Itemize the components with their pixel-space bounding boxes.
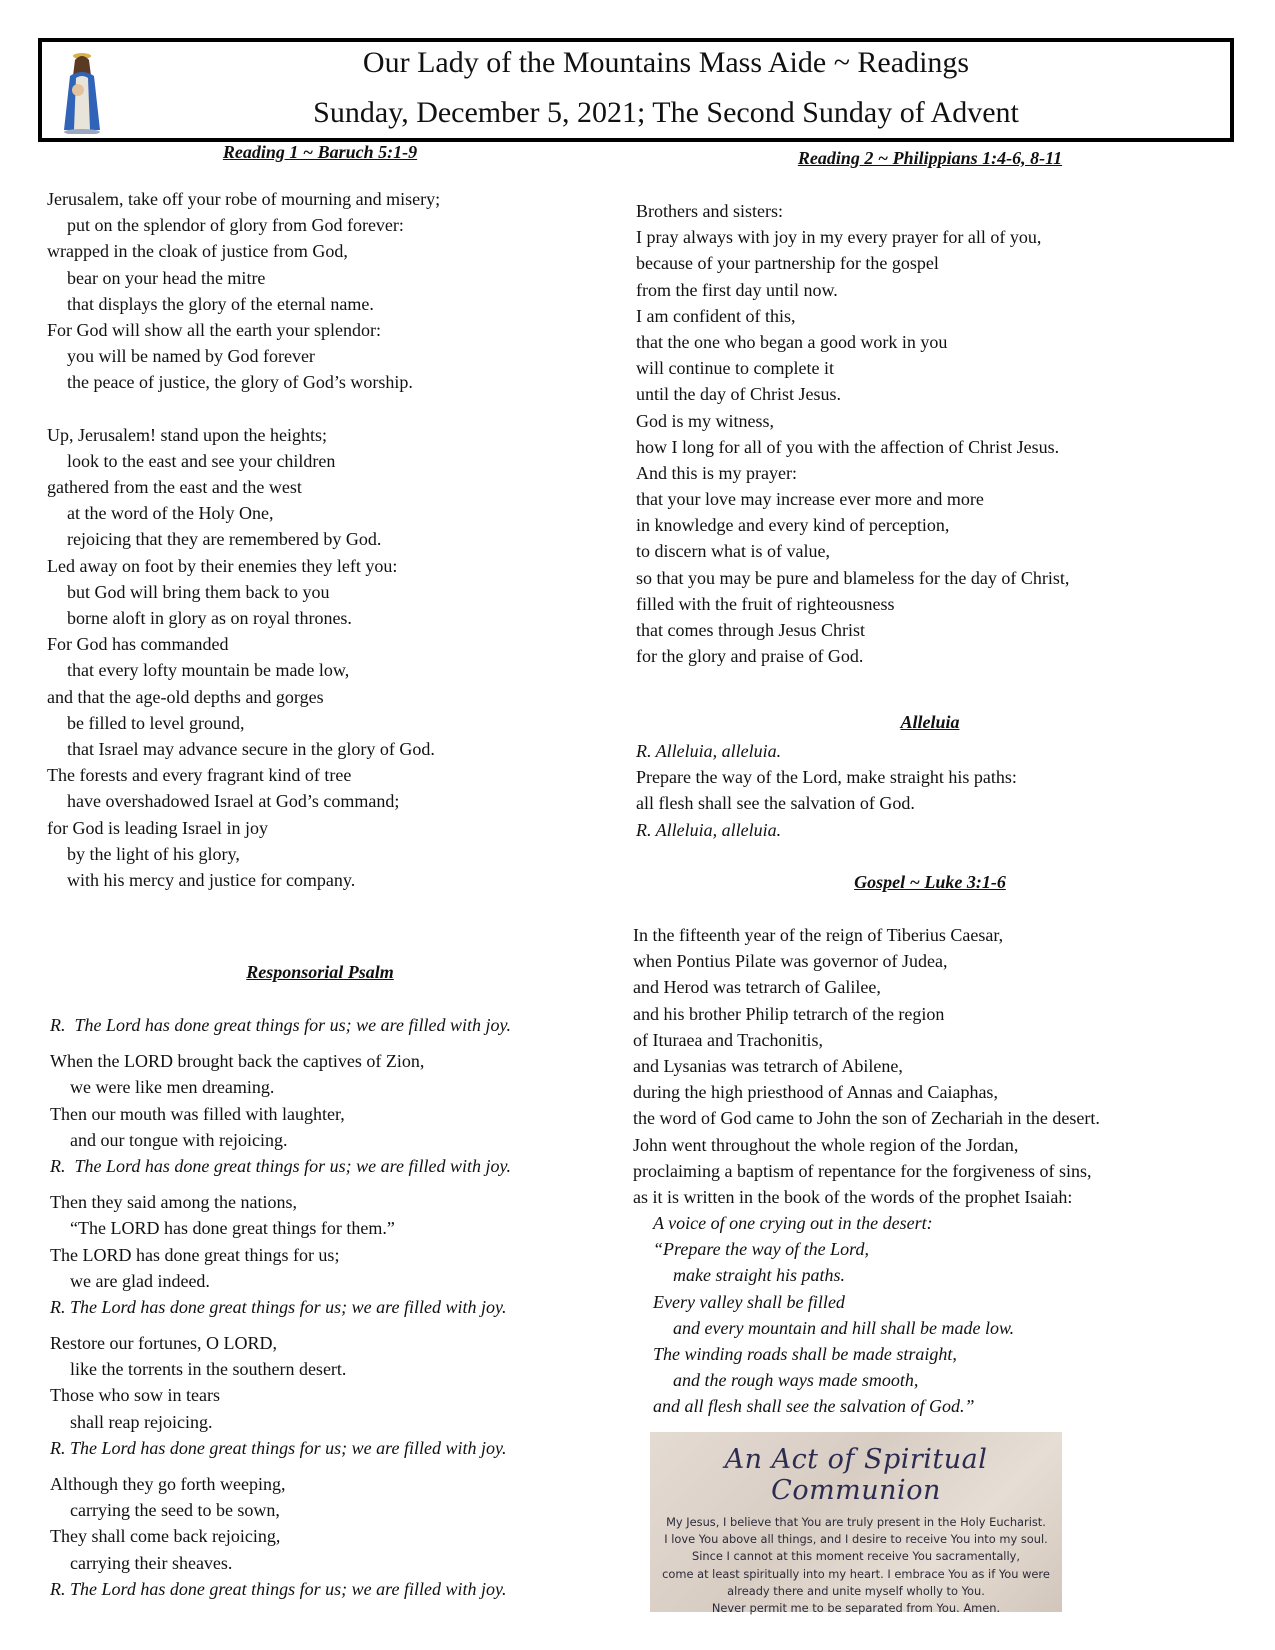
card-line: Never permit me to be separated from You. Amen.	[711, 1601, 1001, 1616]
alleluia-response: R. Alleluia, alleluia.	[636, 819, 782, 840]
psalm-response: R. The Lord has done great things for us; we are filled with joy.	[50, 1437, 507, 1458]
psalm-response: R. The Lord has done great things for us; we are filled with joy.	[50, 1578, 507, 1599]
psalm-title: Responsorial Psalm	[246, 962, 394, 982]
psalm-response: R. The Lord has done great things for us; we are filled with joy.	[50, 1296, 507, 1317]
gospel-line: In the fifteenth year of the reign of Tiberius Caesar,	[633, 925, 1004, 945]
psalm-line: carrying their sheaves.	[70, 1552, 233, 1573]
verse-line: with his mercy and justice for company.	[67, 869, 356, 890]
verse-line: Brothers and sisters:	[636, 201, 783, 221]
card-line: come at least spiritually into my heart. I embrace You as if You were	[662, 1566, 1050, 1581]
gospel-line: and Lysanias was tetrarch of Abilene,	[633, 1055, 903, 1076]
verse-line: For God has commanded	[47, 634, 229, 655]
verse-line: how I long for all of you with the affection of Christ Jesus.	[636, 436, 1060, 457]
verse-line: Jerusalem, take off your robe of mourning and misery;	[47, 189, 441, 209]
card-text	[650, 1514, 1062, 1617]
gospel-quote-line: and every mountain and hill shall be made low.	[673, 1317, 1015, 1338]
psalm-line: “The LORD has done great things for them.”	[70, 1218, 395, 1239]
gospel-title: Gospel ~ Luke 3:1-6	[854, 872, 1006, 892]
psalm-line: we were like men dreaming.	[70, 1077, 275, 1098]
psalm-response: R. The Lord has done great things for us; we are filled with joy.	[50, 1155, 511, 1176]
verse-line: have overshadowed Israel at God’s command;	[67, 791, 400, 812]
psalm-line: The LORD has done great things for us;	[50, 1244, 340, 1265]
header-box	[38, 38, 1234, 142]
verse-line: look to the east and see your children	[67, 450, 336, 471]
gospel-line: of Ituraea and Trachonitis,	[633, 1029, 823, 1050]
verse-line: that every lofty mountain be made low,	[67, 660, 350, 681]
verse-line: Led away on foot by their enemies they left you:	[47, 555, 398, 576]
verse-line: but God will bring them back to you	[67, 581, 330, 602]
verse-line: that displays the glory of the eternal name.	[67, 293, 374, 314]
verse-line: at the word of the Holy One,	[67, 503, 274, 524]
psalm-line: shall reap rejoicing.	[70, 1411, 213, 1432]
verse-line: And this is my prayer:	[636, 462, 797, 483]
gospel-quote-line: The winding roads shall be made straight,	[653, 1344, 957, 1364]
card-line: already there and unite myself wholly to You.	[727, 1583, 985, 1598]
gospel-line: the word of God came to John the son of Zechariah in the desert.	[633, 1108, 1100, 1129]
verse-line: that the one who began a good work in you	[636, 331, 948, 352]
gospel-line: and his brother Philip tetrarch of the region	[633, 1003, 945, 1024]
gospel-line: during the high priesthood of Annas and Caiaphas,	[633, 1082, 998, 1103]
gospel-quote-line: and the rough ways made smooth,	[673, 1370, 919, 1391]
verse-line: The forests and every fragrant kind of tree	[47, 765, 352, 786]
reading2-text	[636, 198, 1069, 669]
verse-line: gathered from the east and the west	[47, 477, 302, 498]
gospel-quote-line: “Prepare the way of the Lord,	[653, 1239, 869, 1260]
gospel-text	[633, 922, 1100, 1420]
gospel-line: and Herod was tetrarch of Galilee,	[633, 977, 881, 998]
verse-line: that your love may increase ever more and more	[636, 489, 984, 510]
gospel-line: John went throughout the whole region of the Jordan,	[633, 1134, 1019, 1155]
verse-line: from the first day until now.	[636, 279, 838, 300]
alleluia-title: Alleluia	[900, 712, 960, 732]
gospel-quote-line: make straight his paths.	[673, 1265, 846, 1286]
gospel-quote-line: A voice of one crying out in the desert:	[653, 1213, 933, 1234]
card-line: I love You above all things, and I desire to receive You into my soul.	[664, 1532, 1048, 1547]
verse-line: God is my witness,	[636, 410, 775, 431]
verse-line: until the day of Christ Jesus.	[636, 384, 841, 405]
reading2-title: Reading 2 ~ Philippians 1:4-6, 8-11	[797, 148, 1063, 168]
gospel-line: as it is written in the book of the words of the prophet Isaiah:	[633, 1186, 1073, 1207]
alleluia-text	[636, 738, 1017, 843]
psalm-line: Those who sow in tears	[50, 1385, 220, 1406]
gospel-quote-line: Every valley shall be filled	[653, 1291, 845, 1312]
card-line: My Jesus, I believe that You are truly present in the Holy Eucharist.	[666, 1515, 1046, 1529]
spiritual-communion-card	[650, 1432, 1062, 1616]
psalm-line: Then our mouth was filled with laughter,	[50, 1103, 345, 1124]
verse-line: in knowledge and every kind of perception,	[636, 515, 950, 536]
verse-line: that comes through Jesus Christ	[636, 620, 865, 640]
verse-line: I am confident of this,	[636, 305, 796, 326]
psalm-line: and our tongue with rejoicing.	[70, 1129, 288, 1150]
gospel-quote-line: and all flesh shall see the salvation of God.”	[653, 1396, 975, 1417]
psalm-line: They shall come back rejoicing,	[50, 1526, 281, 1547]
verse-line: borne aloft in glory as on royal thrones.	[67, 608, 352, 628]
verse-line: to discern what is of value,	[636, 541, 830, 562]
verse-line: put on the splendor of glory from God forever:	[67, 215, 404, 236]
page-title: Our Lady of the Mountains Mass Aide ~ Readings	[362, 46, 970, 79]
alleluia-line: Prepare the way of the Lord, make straight his paths:	[636, 767, 1017, 788]
verse-line: will continue to complete it	[636, 358, 834, 379]
psalm-line: Restore our fortunes, O LORD,	[50, 1333, 277, 1354]
verse-line: for God is leading Israel in joy	[47, 817, 268, 838]
page-subtitle: Sunday, December 5, 2021; The Second Sunday of Advent	[313, 96, 1019, 129]
verse-line: because of your partnership for the gospel	[636, 253, 939, 274]
verse-line: the peace of justice, the glory of God’s worship.	[67, 372, 413, 393]
psalm-line: like the torrents in the southern desert.	[70, 1359, 347, 1380]
verse-line: wrapped in the cloak of justice from God,	[47, 241, 348, 262]
gospel-line: when Pontius Pilate was governor of Judea,	[633, 951, 948, 972]
psalm-response: R. The Lord has done great things for us; we are filled with joy.	[50, 1015, 511, 1035]
reading1-text	[47, 186, 440, 893]
psalm-line: we are glad indeed.	[70, 1270, 210, 1291]
reading1-title: Reading 1 ~ Baruch 5:1-9	[222, 142, 418, 162]
verse-line: so that you may be pure and blameless for the day of Christ,	[636, 567, 1070, 588]
verse-line: be filled to level ground,	[67, 712, 245, 733]
card-title: An Act of Spiritual Communion	[724, 1444, 988, 1506]
psalm-line: carrying the seed to be sown,	[70, 1500, 280, 1521]
verse-line: I pray always with joy in my every prayer for all of you,	[636, 227, 1042, 248]
verse-line: you will be named by God forever	[67, 346, 315, 367]
verse-line: by the light of his glory,	[67, 843, 240, 864]
card-line: Since I cannot at this moment receive You sacramentally,	[692, 1549, 1020, 1564]
psalm-text	[50, 1012, 511, 1602]
madonna-image	[56, 46, 108, 134]
psalm-line: Although they go forth weeping,	[50, 1474, 286, 1494]
verse-line: bear on your head the mitre	[67, 267, 266, 288]
psalm-line: When the LORD brought back the captives of Zion,	[50, 1051, 425, 1072]
alleluia-response: R. Alleluia, alleluia.	[636, 741, 782, 761]
verse-line: and that the age-old depths and gorges	[47, 686, 324, 707]
verse-line: that Israel may advance secure in the glory of God.	[67, 738, 435, 759]
psalm-line: Then they said among the nations,	[50, 1192, 297, 1213]
verse-line: For God will show all the earth your splendor:	[47, 319, 381, 340]
alleluia-line: all flesh shall see the salvation of God.	[636, 793, 915, 814]
verse-line: rejoicing that they are remembered by God.	[67, 529, 382, 550]
verse-line: Up, Jerusalem! stand upon the heights;	[47, 424, 327, 445]
verse-line: for the glory and praise of God.	[636, 646, 864, 667]
verse-line: filled with the fruit of righteousness	[636, 593, 895, 614]
gospel-line: proclaiming a baptism of repentance for the forgiveness of sins,	[633, 1160, 1092, 1181]
